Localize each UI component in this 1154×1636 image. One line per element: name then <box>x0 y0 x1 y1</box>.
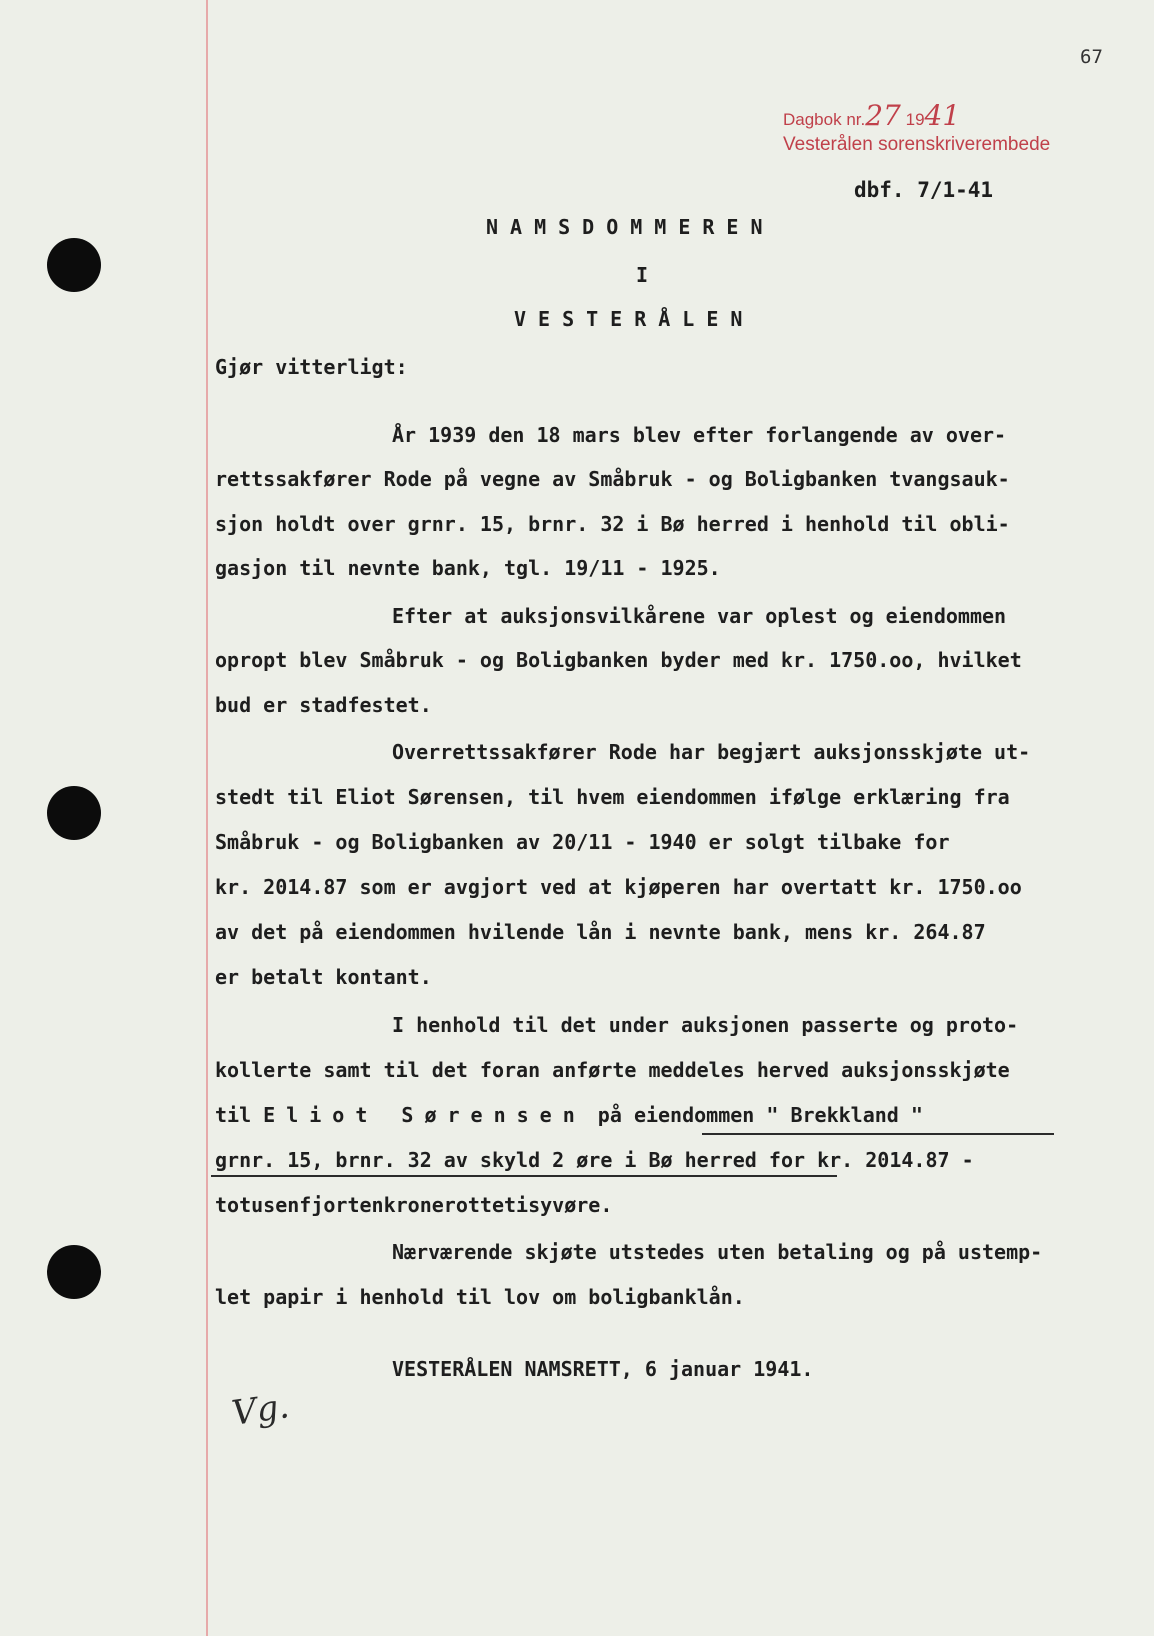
diary-stamp <box>783 99 960 132</box>
text-segment: for kr. 2014.87 - <box>768 1148 974 1172</box>
handwritten-underline <box>702 1133 1054 1135</box>
punch-hole-middle <box>47 786 101 840</box>
text-segment: til <box>215 1103 252 1127</box>
property-description: grnr. 15, brnr. 32 av skyld 2 øre i Bø herred <box>215 1148 757 1172</box>
paragraph-line: kollerte samt til det foran anførte meddeles herved auksjonsskjøte <box>215 1058 1010 1082</box>
margin-rule <box>206 0 208 1636</box>
paragraph-line: Småbruk - og Boligbanken av 20/11 - 1940 er solgt tilbake for <box>215 830 950 854</box>
closing-line: VESTERÅLEN NAMSRETT, 6 januar 1941. <box>392 1357 814 1381</box>
paragraph-line: stedt til Eliot Sørensen, til hvem eiendommen ifølge erklæring fra <box>215 785 1010 809</box>
paragraph-line: totusenfjortenkronerottetisyvøre. <box>215 1193 613 1217</box>
handwritten-underline <box>211 1175 837 1177</box>
paragraph-line <box>215 1148 974 1172</box>
paragraph-line: Nærværende skjøte utstedes uten betaling og på ustemp- <box>392 1240 1043 1264</box>
page-number: 67 <box>1080 46 1103 68</box>
paragraph-line <box>215 1103 923 1127</box>
paragraph-line: av det på eiendommen hvilende lån i nevnte bank, mens kr. 264.87 <box>215 920 986 944</box>
paragraph-line: kr. 2014.87 som er avgjort ved at kjøperen har overtatt kr. 1750.oo <box>215 875 1022 899</box>
paragraph-line: let papir i henhold til lov om boligbanklån. <box>215 1285 745 1309</box>
paragraph-line: År 1939 den 18 mars blev efter forlangende av over- <box>392 423 1007 447</box>
stamp-office: Vesterålen sorenskriverembede <box>783 134 1051 155</box>
buyer-name: Eliot Sørensen <box>263 1103 586 1127</box>
paragraph-line: rettssakfører Rode på vegne av Småbruk - og Boligbanken tvangsauk- <box>215 467 1010 491</box>
heading-line-2: I <box>636 263 661 287</box>
paragraph-line: Efter at auksjonsvilkårene var oplest og eiendommen <box>392 604 1007 628</box>
stamp-year-prefix: 19 <box>905 110 925 129</box>
dbf-reference: dbf. 7/1-41 <box>854 178 994 202</box>
paragraph-line: I henhold til det under auksjonen passerte og proto- <box>392 1013 1019 1037</box>
stamp-number: 27 <box>865 99 901 132</box>
paragraph-line: sjon holdt over grnr. 15, brnr. 32 i Bø herred i henhold til obli- <box>215 512 1010 536</box>
stamp-prefix: Dagbok nr. <box>783 110 866 129</box>
greeting: Gjør vitterligt: <box>215 355 408 379</box>
paragraph-line: opropt blev Småbruk - og Boligbanken byder med kr. 1750.oo, hvilket <box>215 648 1022 672</box>
signature-initials: Vg. <box>229 1386 292 1434</box>
stamp-year: 41 <box>924 99 961 132</box>
heading-line-1: NAMSDOMMEREN <box>486 215 775 239</box>
text-segment: på <box>597 1103 622 1127</box>
punch-hole-bottom <box>47 1245 101 1299</box>
paragraph-line: Overrettssakfører Rode har begjært auksjonsskjøte ut- <box>392 740 1031 764</box>
paragraph-line: bud er stadfestet. <box>215 693 432 717</box>
property-name: eiendommen " Brekkland " <box>633 1103 923 1127</box>
paragraph-line: gasjon til nevnte bank, tgl. 19/11 - 1925. <box>215 556 721 580</box>
paragraph-line: er betalt kontant. <box>215 965 432 989</box>
punch-hole-top <box>47 238 101 292</box>
heading-line-3: VESTERÅLEN <box>514 307 755 331</box>
